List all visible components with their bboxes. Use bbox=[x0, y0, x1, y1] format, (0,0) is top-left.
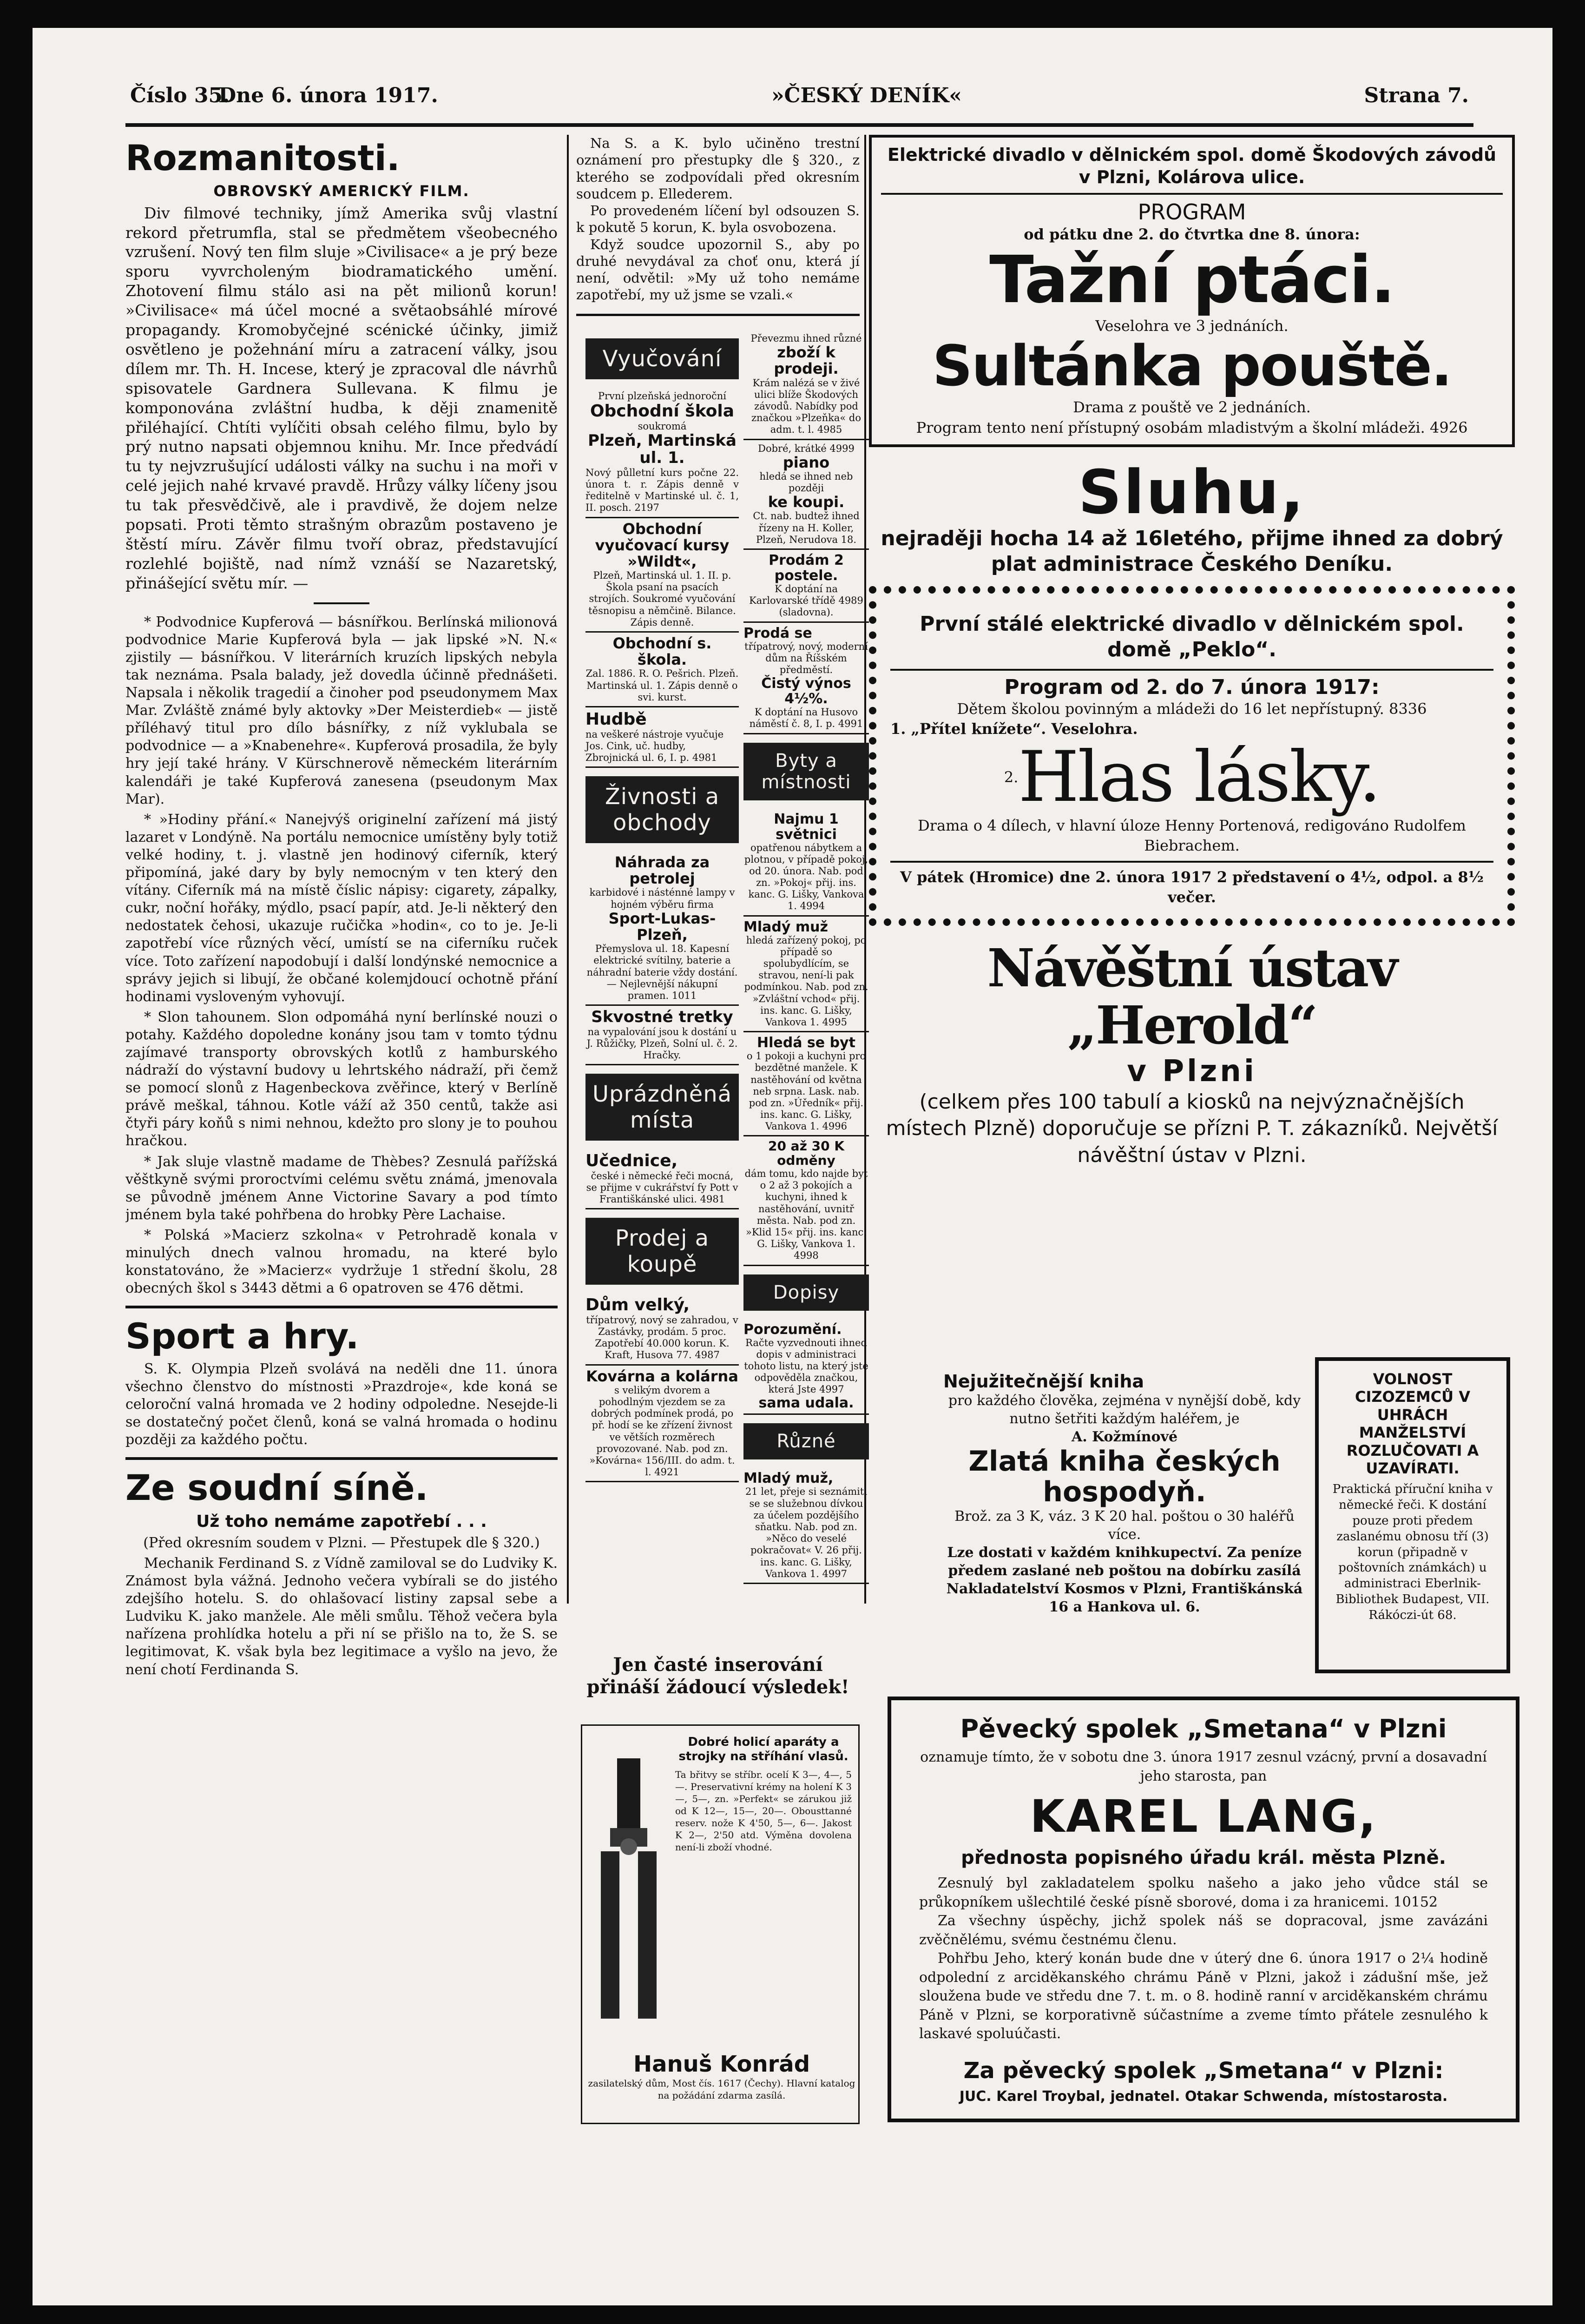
film-sultanka: Sultánka pouště. bbox=[932, 334, 1452, 399]
film-hlas-lasky: Hlas lásky. bbox=[1018, 737, 1380, 818]
hungary-book-text: Praktická příruční kniha v německé řeči. K dostání pouze proti předem zaslanému obnosu tří (3) korun (připadně v poštovních známkách) u administraci Eberlnik-Bibliothek Budapest, VII. Rákóczi-út 68. bbox=[1332, 1482, 1493, 1622]
ad-skvostne: Skvostné tretky na vypalování jsou k dostání u J. Růžičky, Plzeň, Solní ul. č. 2. Hračky. bbox=[585, 1006, 739, 1065]
article-kupferova: * Podvodnice Kupferová — básnířkou. Berlínská milionová podvodnice Marie Kupferová byla — jak lipské »N. N.« zjistily — básnířkou. V literárních kruzích lipských nebyla tak neznáma. Psala balady, jež dovedla účinně přednášeti. Napsala i několik tragedií a činoher pod pseudonymem Max Mar. Zvláště známé byly aktovky »Der Meisterdieb« — jistě příléhavý titul pro dílo básnířky, z níž vyklubala se podvodnice — a »Knabenehre«. Kupferová prosadila, že byly hry její také hrány. V Kürschnerově německém literárním kalendáři je také Kupferová zanesena (pseudonym Max Mar). bbox=[125, 614, 558, 807]
razor-ad bbox=[581, 1724, 860, 2124]
page-header bbox=[130, 84, 1469, 125]
herold-text: (celkem přes 100 tabulí a kiosků na nejvýznačnějších místech Plzně) doporučuje se přízni P. T. zákazníků. Největší návěštní ústav v Plzni. bbox=[886, 1090, 1498, 1167]
classified-ads bbox=[585, 330, 869, 1645]
paper-name: »ČESKÝ DENÍK« bbox=[771, 84, 962, 107]
smetana-p1: Zesnulý byl zakladatelem spolku našeho a jako jeho vůdce stál se průkopníkem ušlechtilé české písně sborové, doma i za hranicemi. 10152 bbox=[919, 1875, 1488, 1910]
kosmos-title: Zlatá kniha českých hospodyň. bbox=[968, 1445, 1281, 1508]
ad-porozumeni: Porozumění. Račte vyzvednouti ihned dopis v administraci tohoto listu, na který jste odpověděla značkou, která Jste 4997 sama udala. bbox=[743, 1319, 869, 1415]
insert-notice-wrap bbox=[576, 1645, 860, 1707]
ad-skola2: Obchodní s. škola. Zal. 1886. R. O. Pešrich. Plzeň. Martinská ul. 1. Zápis denně o svi. kurst. bbox=[585, 633, 739, 707]
ad-hleda: Hledá se byt o 1 pokoji a kuchyni pro bezdětné manžele. K nastěhování od května neb srpna. Lask. nab. pod zn. »Úředník« přij. ins. kanc. G. Lišky, Vankova 1. 4996 bbox=[743, 1032, 869, 1136]
kosmos-author: A. Kožmínové bbox=[1071, 1429, 1178, 1445]
program-label: PROGRAM bbox=[1138, 199, 1246, 224]
herold-heading: Návěštní ústav „Herold“ bbox=[987, 938, 1397, 1056]
ad-kovarna: Kovárna a kolárna s velikým dvorem a pohodlným vjezdem se za dobrých podmínek prodá, po př. hodí se ke zřízení živnost ve větších rozměrech provozované. Nab. pod zn. »Kovárna« 156/III. do adm. t. l. 4921 bbox=[585, 1366, 739, 1483]
article-thebes: * Jak sluje vlastně madame de Thèbes? Zesnulá pařížská věštkyně svými proroctvími celému světu známá, jmenovala se původně jménem Anne Victorine Savary a pod tímto jménem byla také pohřbena do hrobky Père Lachaise. bbox=[125, 1153, 558, 1223]
peklo-rule bbox=[890, 861, 1493, 863]
insert-notice: Jen časté inserování přináší žádoucí výsledek! bbox=[586, 1654, 849, 1698]
soud-cont-1: Na S. a K. bylo učiněno trestní oznámení pro přestupky dle § 320., z kterého se zodpovídali před okresním soudcem p. Ellederem. bbox=[576, 135, 860, 202]
article-soud-subtitle: Už toho nemáme zapotřebí . . . bbox=[196, 1512, 487, 1531]
smetana-role: přednosta popisného úřadu král. města Plzně. bbox=[961, 1847, 1446, 1868]
film-sultanka-sub: Drama z pouště ve 2 jednáních. bbox=[1073, 398, 1311, 416]
header-rule bbox=[125, 123, 1473, 127]
razor-icon bbox=[592, 1754, 666, 2033]
column-middle bbox=[576, 135, 860, 321]
ad-postele: Prodám 2 postele. K doptání na Karlovarské třídě 4989 (sladovna). bbox=[743, 550, 869, 623]
peklo-film-row bbox=[890, 739, 1493, 816]
smetana-head: Pěvecký spolek „Smetana“ v Plzni bbox=[960, 1714, 1447, 1743]
sluhu-text: nejraději hocha 14 až 16letého, přijme ihned za dobrý plat administrace Českého Deníku. bbox=[881, 526, 1503, 576]
ad-kursy: Obchodní vyučovací kursy »Wildt«, Plzeň, Martinská ul. 1. II. p. Škola psaní na psacích strojích. Soukromé vyučování těsnopisu a němčině. Bilance. Zápis denně. bbox=[585, 518, 739, 633]
peklo-foot: V pátek (Hromice) dne 2. února 1917 2 představení o 4½, odpol. a 8½ večer. bbox=[900, 868, 1484, 906]
ads-left-col bbox=[585, 330, 739, 1482]
article-slon: * Slon tahounem. Slon odpomáhá nyní berlínské nouzi o potahy. Každého dopoledne konány jsou tam v tomto týdnu zajímavé transporty obrovských kotlů z hamburského nádraží do výstavní budovy u lehrtského nádraží, při čemž se pomocí slonů z Hagenbeckova zvěřince, který v Berlíně právě meškal, táhnou. Kotle váží až 350 centů, takže asi čtyři páry koňů s nimi nehnou, kdežto pro slony je to pouhou hračkou. bbox=[125, 1009, 558, 1149]
smetana-name: KAREL LANG, bbox=[1030, 1790, 1377, 1842]
program-dates: od pátku dne 2. do čtvrtka dne 8. února: bbox=[1024, 225, 1360, 243]
heading-byty: Byty a místnosti bbox=[743, 743, 869, 800]
razor-title: Dobré holicí aparáty a strojky na stříhání vlasů. bbox=[678, 1735, 848, 1764]
smetana-notice bbox=[888, 1697, 1519, 2122]
soud-cont-2: Po provedeném líčení byl odsouzen S. k pokutě 5 korun, K. byla osvobozena. bbox=[576, 203, 860, 236]
article-soud: Mechanik Ferdinand S. z Vídně zamiloval se do Ludviky K. Známost byla vážná. Jednoho večera vybírali se do jistého zdejšího hotelu. S. do ohlašovací listiny zapsal sebe a Ludviku K. jako manžele. Ale měli smůlu. Těhož večera byla nařízena prohlídka hotelu a při ní se přišlo na to, že S. se legitimovat, K. však byla bez legitimace a vyšlo na jevo, že není chotí Ferdinanda S. bbox=[125, 1555, 558, 1678]
section-title-rozmanitosti: Rozmanitosti. bbox=[125, 137, 400, 178]
smetana-p3: Pohřbu Jeho, který konán bude dne v úterý dne 6. února 1917 o 2¼ hodině odpolední z arciděkanského chrámu Páně v Plzni, jakož i zádušní mše, jež sloužena bude ve středu dne 7. t. m. o 8. hodině ranní v arciděkanském chrámu Páně v Plzni, se korporativně súčastníme a zveme tímto přátele zesnulého k laskavé spoluúčasti. bbox=[919, 1950, 1488, 2042]
ad-hudba: Hudbě na veškeré nástroje vyučuje Jos. Cink, uč. hudby, Zbrojnická ul. 6, I. p. 4981 bbox=[585, 707, 739, 768]
ad-proda: Prodá se třípatrový, nový, moderní dům na Říšském předměstí. Čistý výnos 4½%. K doptání na Husovo náměstí č. 8, I. p. 4991 bbox=[743, 623, 869, 734]
ad-mlady2: Mladý muž, 21 let, přeje si seznámiti se se služebnou dívkou za účelem pozdějšího sňatku. Nab. pod zn. »Něco do veselé pokračovat« V. 26 přij. ins. kanc. G. Lišky, Vankova 1. 4997 bbox=[743, 1468, 869, 1584]
heading-dopisy: Dopisy bbox=[743, 1274, 869, 1311]
peklo-note: Dětem školou povinným a mládeži do 16 let nepřístupný. 8336 bbox=[957, 700, 1427, 718]
smetana-names: JUC. Karel Troybal, jednatel. Otakar Schwenda, místostarosta. bbox=[959, 2088, 1448, 2105]
kosmos-foot: Lze dostati v každém knihkupectví. Za peníze předem zaslané neb poštou na dobírku zasílá Nakladatelství Kosmos v Plzni, Františkánská 16 a Hankova ul. 6. bbox=[946, 1545, 1303, 1615]
heading-vyucovani: Vyučování bbox=[585, 338, 739, 379]
smetana-p2: Za všechny úspěchy, jichž spolek náš se dopracoval, jsme zavázáni zvěčnělému, svému čestnému členu. bbox=[919, 1913, 1488, 1948]
film-hlas-lasky-text: Drama o 4 dílech, v hlavní úloze Henny Portenová, redigováno Rudolfem Biebrachem. bbox=[918, 817, 1466, 855]
peklo-item2: 2. bbox=[1004, 768, 1019, 786]
kosmos-text: pro každého člověka, zejména v nynější době, kdy nutno šetřiti každým haléřem, je bbox=[948, 1393, 1301, 1427]
smetana-notice-wrap bbox=[888, 1697, 1519, 2122]
column-rule-1 bbox=[567, 135, 569, 1604]
film-tazni-ptaci: Tažní ptáci. bbox=[989, 242, 1394, 318]
article-soud-court: (Před okresním soudem v Plzni. — Přestupek dle § 320.) bbox=[143, 1534, 540, 1551]
separator-full bbox=[125, 1457, 558, 1460]
ad-ucednice: Učednice, české i německé řeči mocná, se přijme v cukrářství fy Pott v Františkánské ulici. 4981 bbox=[585, 1149, 739, 1209]
ad-nahrada: Náhrada za petrolej karbidové i násténné lampy v hojném výběru firma Sport-Lukas-Plzeň, Přemyslova ul. 18. Kapesní elektrické svítilny, baterie a náhradní baterie vždy dostání. — Nejlevnější nákupní pramen. 1011 bbox=[585, 852, 739, 1006]
kosmos-book-ad bbox=[943, 1371, 1306, 1616]
soud-cont-3: Když soudce upozornil S., aby po druhé nevydával za choť onu, která jí není, odvětil: »My už toho nemáme zapotřebí, my už jsme se vzali.« bbox=[576, 236, 860, 303]
film-tazni-ptaci-sub: Veselohra ve 3 jednáních. bbox=[1095, 317, 1289, 335]
ad-odmena: 20 až 30 K odměny dám tomu, kdo najde byt o 2 až 3 pokojích a kuchyni, ihned k nastěhování, uvnitř města. Nab. pod zn. »Klid 15« přij. ins. kanc. G. Lišky, Vankova 1. 4998 bbox=[743, 1136, 869, 1266]
soud-end-rule bbox=[576, 314, 860, 316]
kolar-rule bbox=[881, 193, 1503, 195]
ad-dum: Dům velký, třípatrový, nový se zahradou, v Zastávky, prodám. 5 proc. Zapotřebí 40.000 korun. K. Kraft, Husova 77. 4987 bbox=[585, 1293, 739, 1365]
heading-ruzne: Různé bbox=[743, 1423, 869, 1459]
heading-prodej: Prodej a koupě bbox=[585, 1218, 739, 1285]
article-hodiny: * »Hodiny přání.« Nanejvýš originelní zařízení má jistý lazaret v Londýně. Na portálu nemocnice umístěny byly totiž velké hodiny, t. j. vlastně jen hodinový ciferník, který připomíná, jaké dary by byly nemocným v ten který den vítány. Ciferník má na místě číslic nápisy: cigarety, zápalky, cukr, noční hořáky, mýdlo, psací papír, atd. Je-li některý den nedostatek čehosi, ukazuje ručička »hodin«, co to je. Je-li zapotřebí více různých věcí, umístí se na ciferníku ruček více. Toto zařízení napodobují i další londýnské nemocnice a správy jejich si libují, že občané kolemjdoucí ochotně přání hodinami vysloveným vyhovují. bbox=[125, 811, 558, 1005]
peklo-cinema-ad bbox=[869, 586, 1515, 926]
razor-text: Ta břitvy se stříbr. ocelí K 3—, 4—, 5—. Preservativní krémy na holení K 3—, 5—, zn. »Perfekt« se zárukou již od K 12—, 15—, 20—. Obousttanné reserv. nože K 4'50, 5—, 6—. Jakost K 2—, 2'50 atd. Výměna dovolena není-li zboží vhodné. bbox=[675, 1769, 852, 1853]
smetana-intro: oznamuje tímto, že v sobotu dne 3. února 1917 zesnul vzácný, první a dosavadní jeho starosta, pan bbox=[920, 1749, 1487, 1784]
sluhu-heading: Sluhu, bbox=[1078, 456, 1306, 528]
razor-name-text: zasilatelský dům, Most čís. 1617 (Čechy). Hlavní katalog na požádání zdarma zasílá. bbox=[588, 2078, 855, 2101]
peklo-head-box bbox=[890, 605, 1493, 671]
kosmos-price: Brož. za 3 K, váz. 3 K 20 hal. poštou o 30 haléřů více. bbox=[954, 1508, 1295, 1543]
article-subtitle: OBROVSKÝ AMERICKÝ FILM. bbox=[213, 182, 470, 200]
ad-zbozi: Převezmu ihned různé zboží k prodeji. Krám nalézá se v živé ulici blíže Škodových závodů. Nabídky pod značkou »Plzeňka« do adm. t. l. 4985 bbox=[743, 330, 869, 440]
article-olympia: S. K. Olympia Plzeň svolává na neděli dne 11. února všechno členstvo do místnosti »Prazdroje«, kde koná se celoroční valná hromada ve 2 hodiny odpoledne. Nesejde-li se dostatečný počet členů, koná se valná hromada o hodinu později za každého počtu. bbox=[125, 1360, 558, 1448]
article-macierz: * Polská »Macierz szkolna« v Petrohradě konala v minulých dnech valnou hromadu, na které bylo konstatováno, že »Macierz« vydržuje 1 střední školu, 28 obecných škol s 3443 dětmi a 6 opatroven se 476 dětmi. bbox=[125, 1227, 558, 1297]
page-number: Strana 7. bbox=[1364, 84, 1469, 107]
program-note: Program tento není přístupný osobám mladistvým a školní mládeži. 4926 bbox=[916, 418, 1468, 436]
heading-uprazdnena: Uprázdněná místa bbox=[585, 1074, 739, 1141]
ad-piano: Dobré, krátké 4999 piano hledá se ihned neb později ke koupi. Ct. nab. budtež ihned řízeny na H. Koller, Plzeň, Nerudova 18. bbox=[743, 440, 869, 550]
section-title-soud: Ze soudní síně. bbox=[125, 1467, 428, 1509]
peklo-item1: 1. „Přítel knížete“. Veselohra. bbox=[890, 720, 1138, 738]
ad-skola1: První plzeňská jednoroční Obchodní škola soukromá Plzeň, Martinská ul. 1. Nový půlletní kurs počne 22. února t. r. Zápis denně v ředitelně v Martinské ul. č. 1, II. posch. 2197 bbox=[585, 388, 739, 518]
kolar-cinema-ad: Elektrické divadlo v dělnickém spol. domě Škodových závodů v Plzni, Kolárova ulice. PROGRAM od pátku dne 2. do čtvrtka dne 8. února: Tažní ptáci. Veselohra ve 3 jednáních. Sultánka pouště. Drama z pouště ve 2 jednáních. Program tento není přístupný osobám mladistvým a školní mládeži. 4926 bbox=[869, 135, 1515, 447]
ad-mlady1: Mladý muž hledá zařízený pokoj, po případě so spolubydlícím, se stravou, není-li pak podmínkou. Nab. pod zn. »Zvláštní vchod« přij. ins. kanc. G. Lišky, Vankova 1. 4995 bbox=[743, 917, 869, 1033]
ads-right-col bbox=[743, 330, 869, 1584]
separator bbox=[314, 602, 369, 604]
smetana-sign: Za pěvecký spolek „Smetana“ v Plzni: bbox=[963, 2057, 1444, 2084]
article-film: Div filmové techniky, jímž Amerika svůj vlastní rekord přetrumfla, stal se předmětem všeobecného vzrušení. Nový ten film sluje »Civilisace« a je prý beze sporu vyvrcholeným biodramatického umění. Zhotovení filmu stálo asi na pět milionů korun! »Civilisace« má účel mocné a světaobsáhlé mírové propagandy. Kromobyčejné scénické účinky, jimiž osvětleno je požehnání míru a zatracení války, jsou dílem mr. Th. H. Incese, který je zpracoval dle návrhů spisovatele Gardnera Sullevana. K filmu je komponována zvláštní hudba, k ději znamenitě přiléhající. Chtíti vylíčiti obsah celého filmu, bylo by prý nutno napsati objemnou knihu. Mr. Ince předvádí tu ty nejvzrušující události války na suchu i na moři v celé jejich nahé krvavé pravdě. Hrůzy války líčeny jsou tu tak přesvědčivě, ale i pravdivě, že dojem nelze popsati. Proti těmto strašným obrazům postaveno je štěstí míru. Závěr filmu tvoří obraz, představující rozlehlé bojiště, nad nímž vznáší se Nazaretský, přinášející světu mír. — bbox=[125, 204, 558, 592]
peklo-dates: Program od 2. do 7. února 1917: bbox=[1004, 675, 1380, 699]
kosmos-head: Nejužitečnější kniha bbox=[943, 1371, 1144, 1392]
column-left bbox=[125, 135, 558, 2087]
issue-date: Dne 6. února 1917. bbox=[218, 84, 438, 107]
hungary-book-ad bbox=[1315, 1357, 1510, 1673]
hungary-book-head: VOLNOST CIZOZEMCŮ V UHRÁCH MANŽELSTVÍ ROZLUČOVATI A UZAVÍRATI. bbox=[1346, 1370, 1479, 1477]
ad-svetnice: Najmu 1 světnici opatřenou nábytkem a plotnou, v případě pokoj, od 20. února. Nab. pod zn. »Pokoj« přij. ins. kanc. G. Lišky, Vankova 1. 4994 bbox=[743, 809, 869, 917]
heading-zivnosti: Živnosti a obchody bbox=[585, 776, 739, 843]
separator-full bbox=[125, 1306, 558, 1308]
razor-name: Hanuš Konrád bbox=[633, 2051, 810, 2077]
herold-sub: v Plzni bbox=[1127, 1054, 1257, 1089]
newspaper-page bbox=[33, 28, 1552, 2305]
section-title-sport: Sport a hry. bbox=[125, 1315, 359, 1357]
issue-number: Číslo 35. bbox=[130, 84, 230, 107]
peklo-head: První stálé elektrické divadlo v dělnickém spol. domě „Peklo“. bbox=[920, 612, 1464, 661]
